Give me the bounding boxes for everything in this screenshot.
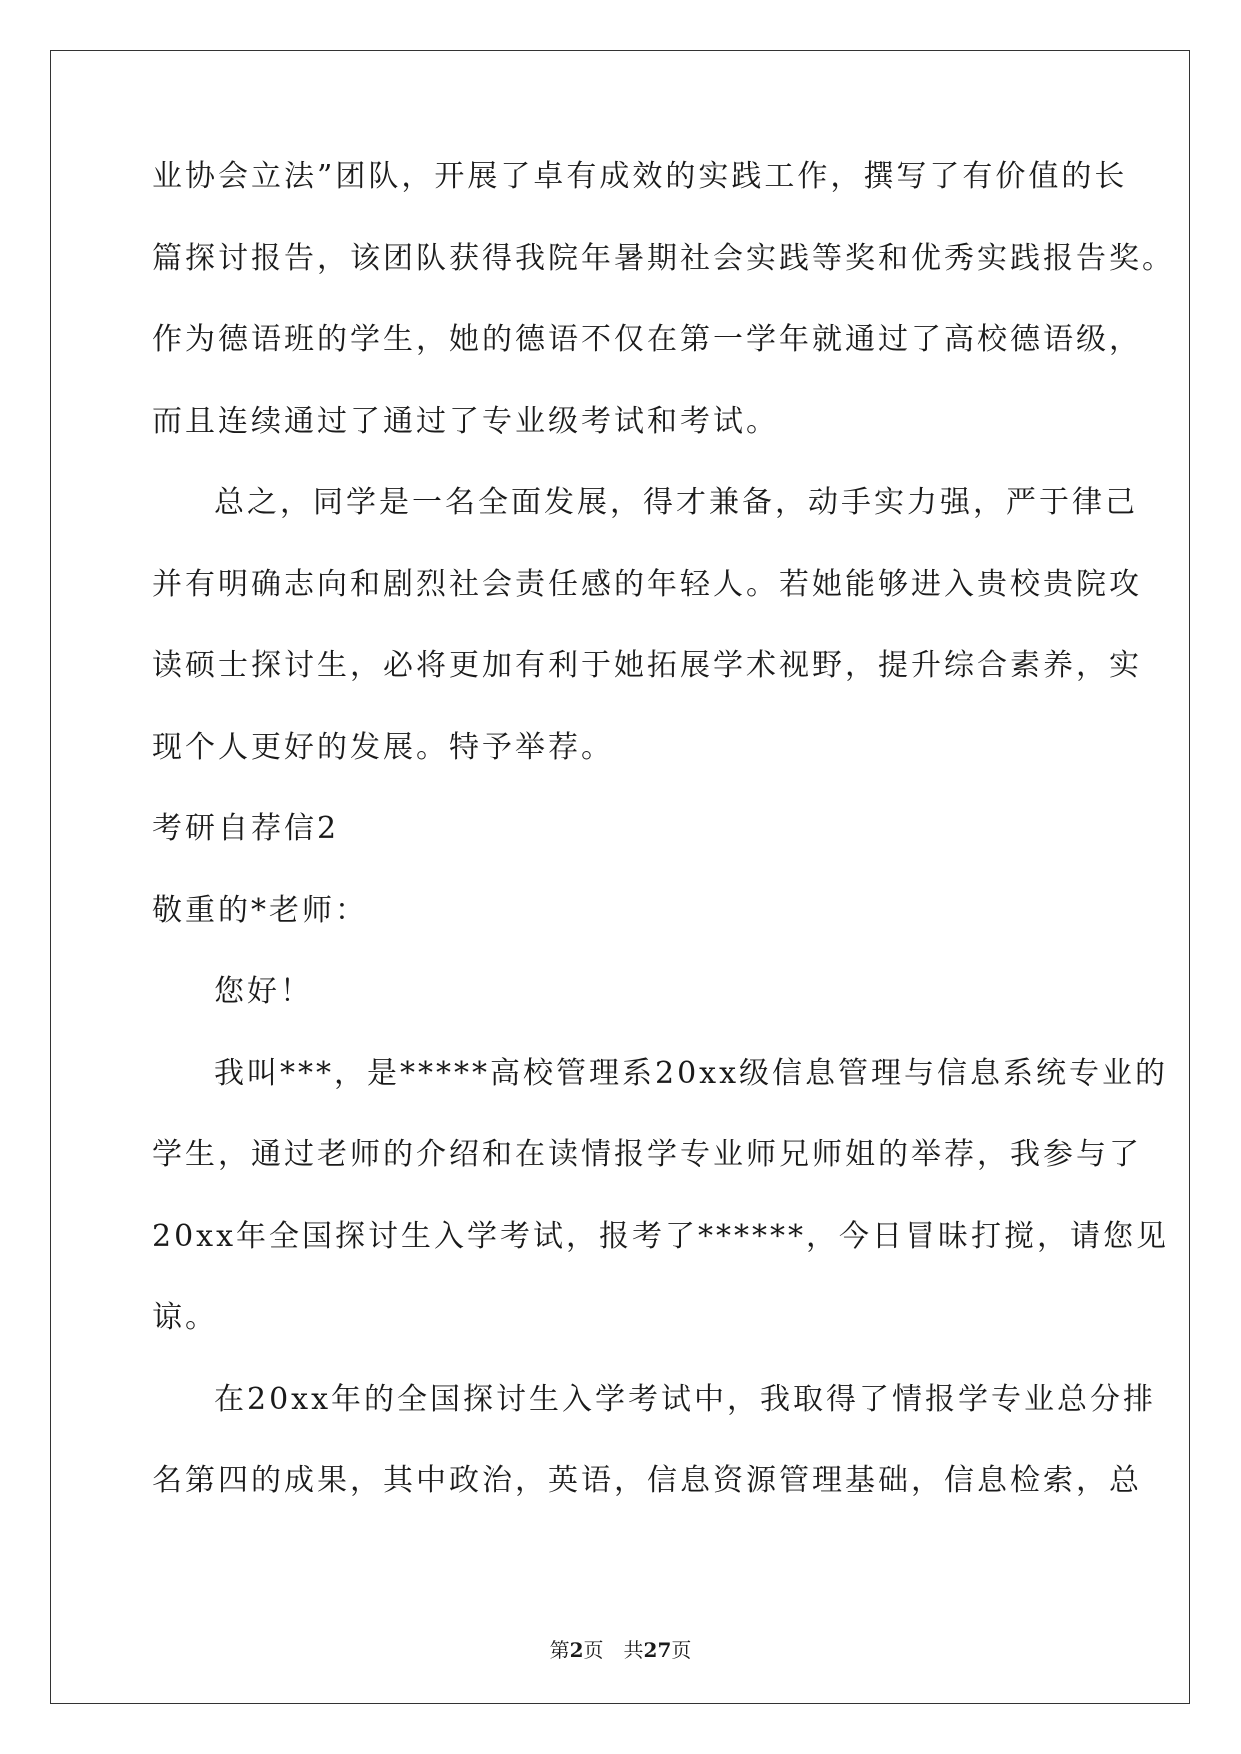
paragraph-line: 谅。 [152, 1300, 218, 1335]
paragraph-line: 在20xx年的全国探讨生入学考试中，我取得了情报学专业总分排 [214, 1381, 1157, 1417]
paragraph-line: 作为德语班的学生，她的德语不仅在第一学年就通过了高校德语级， [152, 322, 1142, 357]
paragraph-line: 学生，通过老师的介绍和在读情报学专业师兄师姐的举荐，我参与了 [152, 1137, 1142, 1172]
page-footer [0, 1634, 1241, 1663]
footer-suffix: 页 [671, 1638, 692, 1662]
paragraph-line: 总之，同学是一名全面发展，得才兼备，动手实力强，严于律己 [214, 485, 1138, 520]
document-body [152, 159, 1175, 1548]
footer-prefix: 第 [549, 1638, 570, 1662]
salutation: 敬重的*老师： [152, 892, 368, 928]
paragraph-line: 20xx年全国探讨生入学考试，报考了******，今日冒昧打搅，请您见 [152, 1218, 1170, 1254]
current-page-number: 2 [569, 1638, 584, 1662]
section-heading: 考研自荐信2 [152, 811, 340, 846]
total-page-number: 27 [643, 1638, 672, 1662]
paragraph-line: 读硕士探讨生，必将更加有利于她拓展学术视野，提升综合素养，实 [152, 648, 1142, 683]
paragraph-line: 并有明确志向和剧烈社会责任感的年轻人。若她能够进入贵校贵院攻 [152, 566, 1142, 602]
paragraph-line: 业协会立法”团队，开展了卓有成效的实践工作，撰写了有价值的长 [152, 159, 1128, 194]
paragraph-line: 名第四的成果，其中政治，英语，信息资源管理基础，信息检索，总 [152, 1463, 1142, 1498]
paragraph-line: 我叫***，是*****高校管理系20xx级信息管理与信息系统专业的 [214, 1055, 1169, 1091]
greeting: 您好！ [214, 974, 313, 1009]
paragraph-line: 篇探讨报告，该团队获得我院年暑期社会实践等奖和优秀实践报告奖。 [152, 240, 1175, 276]
footer-mid: 页 共 [583, 1638, 644, 1662]
paragraph-line: 而且连续通过了通过了专业级考试和考试。 [152, 403, 779, 439]
paragraph-line: 现个人更好的发展。特予举荐。 [152, 729, 614, 765]
